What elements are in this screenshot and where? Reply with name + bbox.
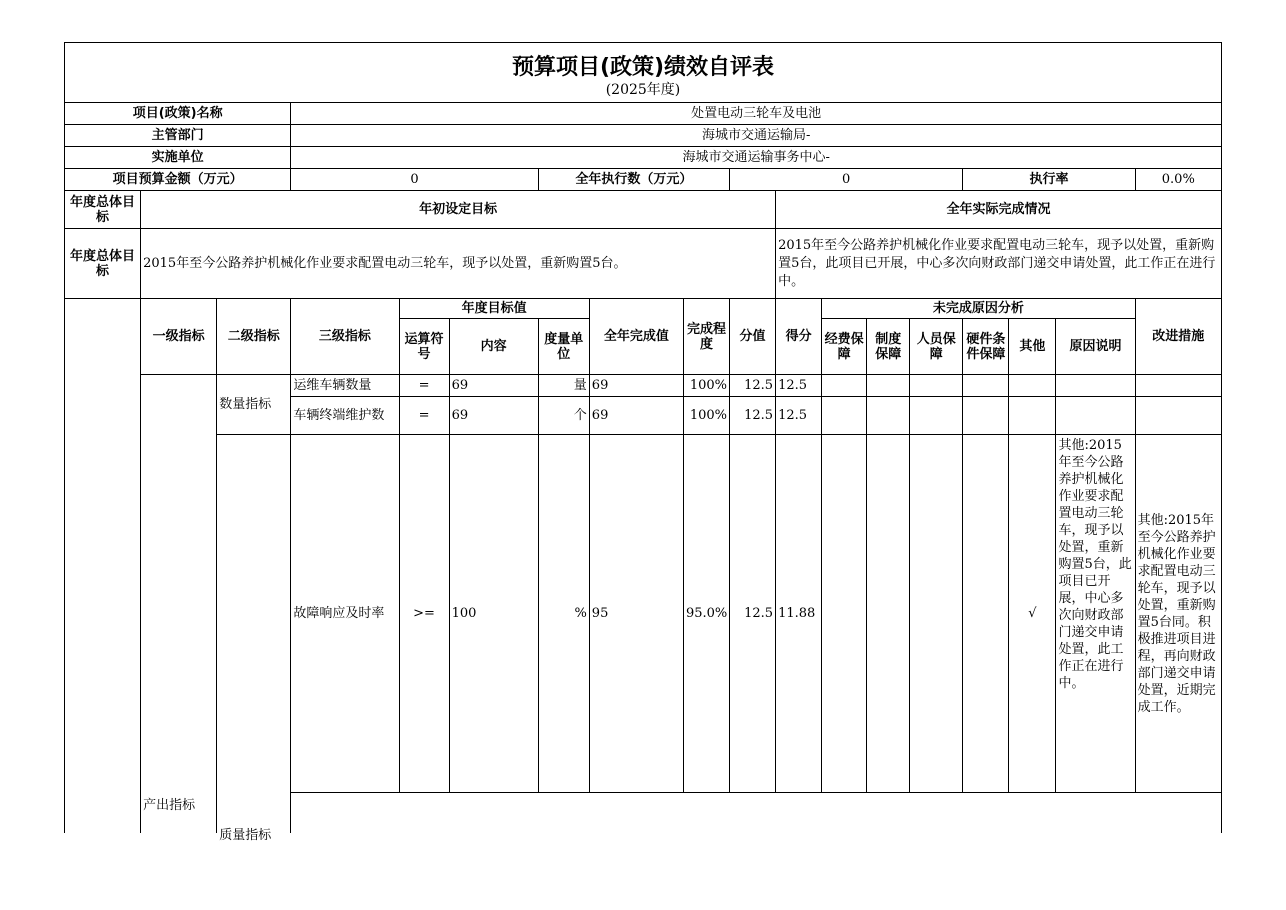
initial-goal-header: 年初设定目标 xyxy=(141,191,776,229)
row3-got: 11.88 xyxy=(776,435,822,793)
unit-label: 实施单位 xyxy=(65,147,291,169)
unit-header: 度量单位 xyxy=(538,319,589,375)
goal-row-label-2: 年度总体目标 xyxy=(65,229,141,299)
reason-header: 原因说明 xyxy=(1056,319,1135,375)
score-header: 分值 xyxy=(730,299,776,375)
row2-got: 12.5 xyxy=(776,397,822,435)
row2-improve xyxy=(1135,397,1221,435)
row3-improve: 其他:2015年至今公路养护机械化作业要求配置电动三轮车，现予以处置，重新购置5台同。积极推进项目进程，再向财政部门递交申请处置，近期完成工作。 xyxy=(1135,435,1221,793)
row2-score: 12.5 xyxy=(730,397,776,435)
row3-degree: 95.0% xyxy=(683,435,729,793)
actual-goal-text: 2015年至今公路养护机械化作业要求配置电动三轮车，现予以处置，重新购置5台，此项目已开展，中心多次向财政部门递交申请处置，此工作正在进行中。 xyxy=(776,229,1222,299)
row1-reason xyxy=(1056,375,1135,397)
rate-label: 执行率 xyxy=(963,169,1135,191)
actual-goal-header: 全年实际完成情况 xyxy=(776,191,1222,229)
project-name-value: 处置电动三轮车及电池 xyxy=(291,103,1222,125)
exec-value: 0 xyxy=(730,169,963,191)
row1-got: 12.5 xyxy=(776,375,822,397)
hardware-header: 硬件条件保障 xyxy=(963,319,1009,375)
row3-name: 故障响应及时率 xyxy=(291,435,399,793)
staff-header: 人员保障 xyxy=(910,319,963,375)
row2-op: = xyxy=(399,397,449,435)
budget-label: 项目预算金额（万元） xyxy=(65,169,291,191)
row2-unit: 个 xyxy=(538,397,589,435)
level2-header: 二级指标 xyxy=(217,299,291,375)
target-group-header: 年度目标值 xyxy=(399,299,589,319)
goal-row-label: 年度总体目标 xyxy=(65,191,141,229)
unit-value: 海城市交通运输事务中心- xyxy=(291,147,1222,169)
row2-other xyxy=(1009,397,1056,435)
row1-actual: 69 xyxy=(589,375,683,397)
level2-quantity-cell: 数量指标 xyxy=(217,375,291,435)
row3-score: 12.5 xyxy=(730,435,776,793)
row1-unit: 量 xyxy=(538,375,589,397)
budget-value: 0 xyxy=(291,169,538,191)
row2-name: 车辆终端维护数 xyxy=(291,397,399,435)
row1-name: 运维车辆数量 xyxy=(291,375,399,397)
system-header: 制度保障 xyxy=(867,319,910,375)
row1-op: = xyxy=(399,375,449,397)
dept-value: 海城市交通运输局- xyxy=(291,125,1222,147)
row3-content: 100 xyxy=(449,435,538,793)
row2-actual: 69 xyxy=(589,397,683,435)
level2-quality-cell: 质量指标 xyxy=(217,435,291,833)
row3-other-check: √ xyxy=(1009,435,1056,793)
row1-content: 69 xyxy=(449,375,538,397)
row3-actual: 95 xyxy=(589,435,683,793)
page-title: 预算项目(政策)绩效自评表 xyxy=(511,54,775,80)
initial-goal-text: 2015年至今公路养护机械化作业要求配置电动三轮车，现予以处置，重新购置5台。 xyxy=(141,229,776,299)
project-name-label: 项目(政策)名称 xyxy=(65,103,291,125)
row1-degree: 100% xyxy=(683,375,729,397)
row1-score: 12.5 xyxy=(730,375,776,397)
table-row xyxy=(65,435,1222,793)
rate-value: 0.0% xyxy=(1135,169,1221,191)
page-subtitle: (2025年度) xyxy=(605,81,681,98)
left-margin-cell xyxy=(65,299,141,833)
improve-header: 改进措施 xyxy=(1135,299,1221,375)
dept-label: 主管部门 xyxy=(65,125,291,147)
row2-degree: 100% xyxy=(683,397,729,435)
degree-header: 完成程度 xyxy=(683,299,729,375)
level1-output-cell: 产出指标 xyxy=(141,375,217,833)
got-header: 得分 xyxy=(776,299,822,375)
performance-table xyxy=(64,42,1222,843)
other-header: 其他 xyxy=(1009,319,1056,375)
row2-content: 69 xyxy=(449,397,538,435)
row3-op: >= xyxy=(399,435,449,793)
exec-label: 全年执行数（万元） xyxy=(538,169,729,191)
table-row xyxy=(65,375,1222,397)
row1-other xyxy=(1009,375,1056,397)
op-header: 运算符号 xyxy=(399,319,449,375)
row2-reason xyxy=(1056,397,1135,435)
actual-header: 全年完成值 xyxy=(589,299,683,375)
row1-improve xyxy=(1135,375,1221,397)
content-header: 内容 xyxy=(449,319,538,375)
row3-reason: 其他:2015年至今公路养护机械化作业要求配置电动三轮车，现予以处置，重新购置5台，此项目已开展，中心多次向财政部门递交申请处置，此工作正在进行中。 xyxy=(1056,435,1135,793)
fund-header: 经费保障 xyxy=(822,319,867,375)
level3-header: 三级指标 xyxy=(291,299,399,375)
reason-group-header: 未完成原因分析 xyxy=(822,299,1135,319)
level1-header: 一级指标 xyxy=(141,299,217,375)
row3-unit: % xyxy=(538,435,589,793)
